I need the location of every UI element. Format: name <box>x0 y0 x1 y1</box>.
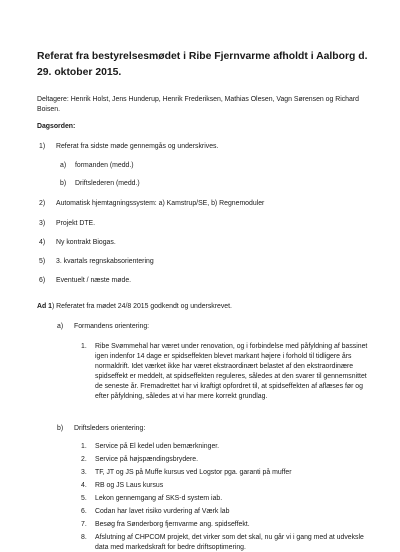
agenda-item <box>39 276 369 286</box>
agenda-item-number: 6) <box>39 277 46 284</box>
drift-item <box>81 520 376 530</box>
section-a-number: a) <box>57 323 64 330</box>
drift-item-text: Afslutning af CHPCOM projekt, det virker som det skal, nu går vi i gang med at udveksle data med markedskraft for bedre driftsoptimering. <box>95 534 364 551</box>
drift-item-text: Lekon gennemgang af SKS-d system iab. <box>95 495 223 502</box>
ad1-line <box>37 302 377 312</box>
drift-item <box>81 442 376 452</box>
agenda-item-text: Automatisk hjemtagningssystem: a) Kamstrup/SE, b) Regnemoduler <box>56 200 265 207</box>
agenda-item <box>39 238 369 248</box>
section-b-number: b) <box>57 425 64 432</box>
agenda-subitem <box>60 161 360 171</box>
section-a-heading-row <box>57 322 377 332</box>
agenda-item <box>39 199 379 209</box>
agenda-item-number: 5) <box>39 258 46 265</box>
formand-point-text: Ribe Svømmehal har været under renovation, og i forbindelse med påfyldning af bassinet igen indenfor 14 dage er spidseffekten blevet markant højere i forhold til tidligere års normaldrift. Idet værket ikke har været ekstraordinært belastet af den ekstraordinære spidseffekt er meddelt, at spidseffekten reguleres, således at den svarer til gennemsnittet de seneste år. Fremadrettet har vi kraftigt opfordret til, at spidseffekten af aflæses før og efter påfyldning, således at vi har mere korrekt grundlag. <box>95 343 368 400</box>
section-a-heading: Formandens orientering: <box>74 323 150 330</box>
agenda-item-number: 2) <box>39 200 46 207</box>
drift-item-number: 1. <box>81 443 87 450</box>
ad1-label: Ad 1 <box>37 303 52 310</box>
agenda-item-text: Referat fra sidste møde gennemgås og underskrives. <box>56 143 219 150</box>
drift-item <box>81 533 376 552</box>
agenda-item <box>39 257 369 267</box>
participants-text: Deltagere: Henrik Holst, Jens Hunderup, Henrik Frederiksen, Mathias Olesen, Vagn Sørensen og Richard Boisen. <box>37 96 359 113</box>
agenda-item-number: 3) <box>39 220 46 227</box>
drift-item-text: Service på højspændingsbrydere. <box>95 456 199 463</box>
document-title: Referat fra bestyrelsesmødet i Ribe Fjernvarme afholdt i Aalborg d. 29. oktober 2015. <box>37 51 368 78</box>
agenda-item-number: 4) <box>39 239 46 246</box>
drift-item-text: Besøg fra Sønderborg fjernvarme ang. spidseffekt. <box>95 521 250 528</box>
drift-item <box>81 455 376 465</box>
drift-item <box>81 507 376 517</box>
ad1-text: ) Referatet fra mødet 24/8 2015 godkendt og underskrevet. <box>51 303 232 310</box>
formand-point-number: 1. <box>81 343 87 350</box>
section-b-heading: Driftsleders orientering: <box>74 425 146 432</box>
drift-item-number: 7. <box>81 521 87 528</box>
drift-item-number: 5. <box>81 495 87 502</box>
drift-item-number: 6. <box>81 508 87 515</box>
drift-item-number: 2. <box>81 456 87 463</box>
agenda-item-text: formanden (medd.) <box>75 162 134 169</box>
agenda-item-number: 1) <box>39 143 46 150</box>
drift-item-text: Codan har lavet risiko vurdering af Værk lab <box>95 508 230 515</box>
drift-item-number: 4. <box>81 482 87 489</box>
agenda-item-text: Eventuelt / næste møde. <box>56 277 132 284</box>
agenda-item <box>39 219 369 229</box>
drift-item <box>81 481 376 491</box>
drift-item <box>81 468 376 478</box>
agenda-item-number: a) <box>60 162 67 169</box>
drift-item <box>81 494 376 504</box>
agenda-heading: Dagsorden: <box>37 123 76 130</box>
drift-item-text: RB og JS Laus kursus <box>95 482 164 489</box>
agenda-item-text: Projekt DTE. <box>56 220 96 227</box>
drift-item-text: TF, JT og JS på Muffe kursus ved Logstor pga. garanti på muffer <box>95 469 292 476</box>
formand-point <box>81 342 376 402</box>
agenda-item-text: Driftslederen (medd.) <box>75 180 140 187</box>
agenda-subitem <box>60 179 360 189</box>
section-b-heading-row <box>57 424 377 434</box>
agenda-item-text: 3. kvartals regnskabsorientering <box>56 258 154 265</box>
agenda-item-number: b) <box>60 180 67 187</box>
agenda-item <box>39 142 369 152</box>
agenda-item-text: Ny kontrakt Biogas. <box>56 239 116 246</box>
drift-item-text: Service på El kedel uden bemærkninger. <box>95 443 220 450</box>
drift-item-number: 8. <box>81 534 87 541</box>
drift-item-number: 3. <box>81 469 87 476</box>
